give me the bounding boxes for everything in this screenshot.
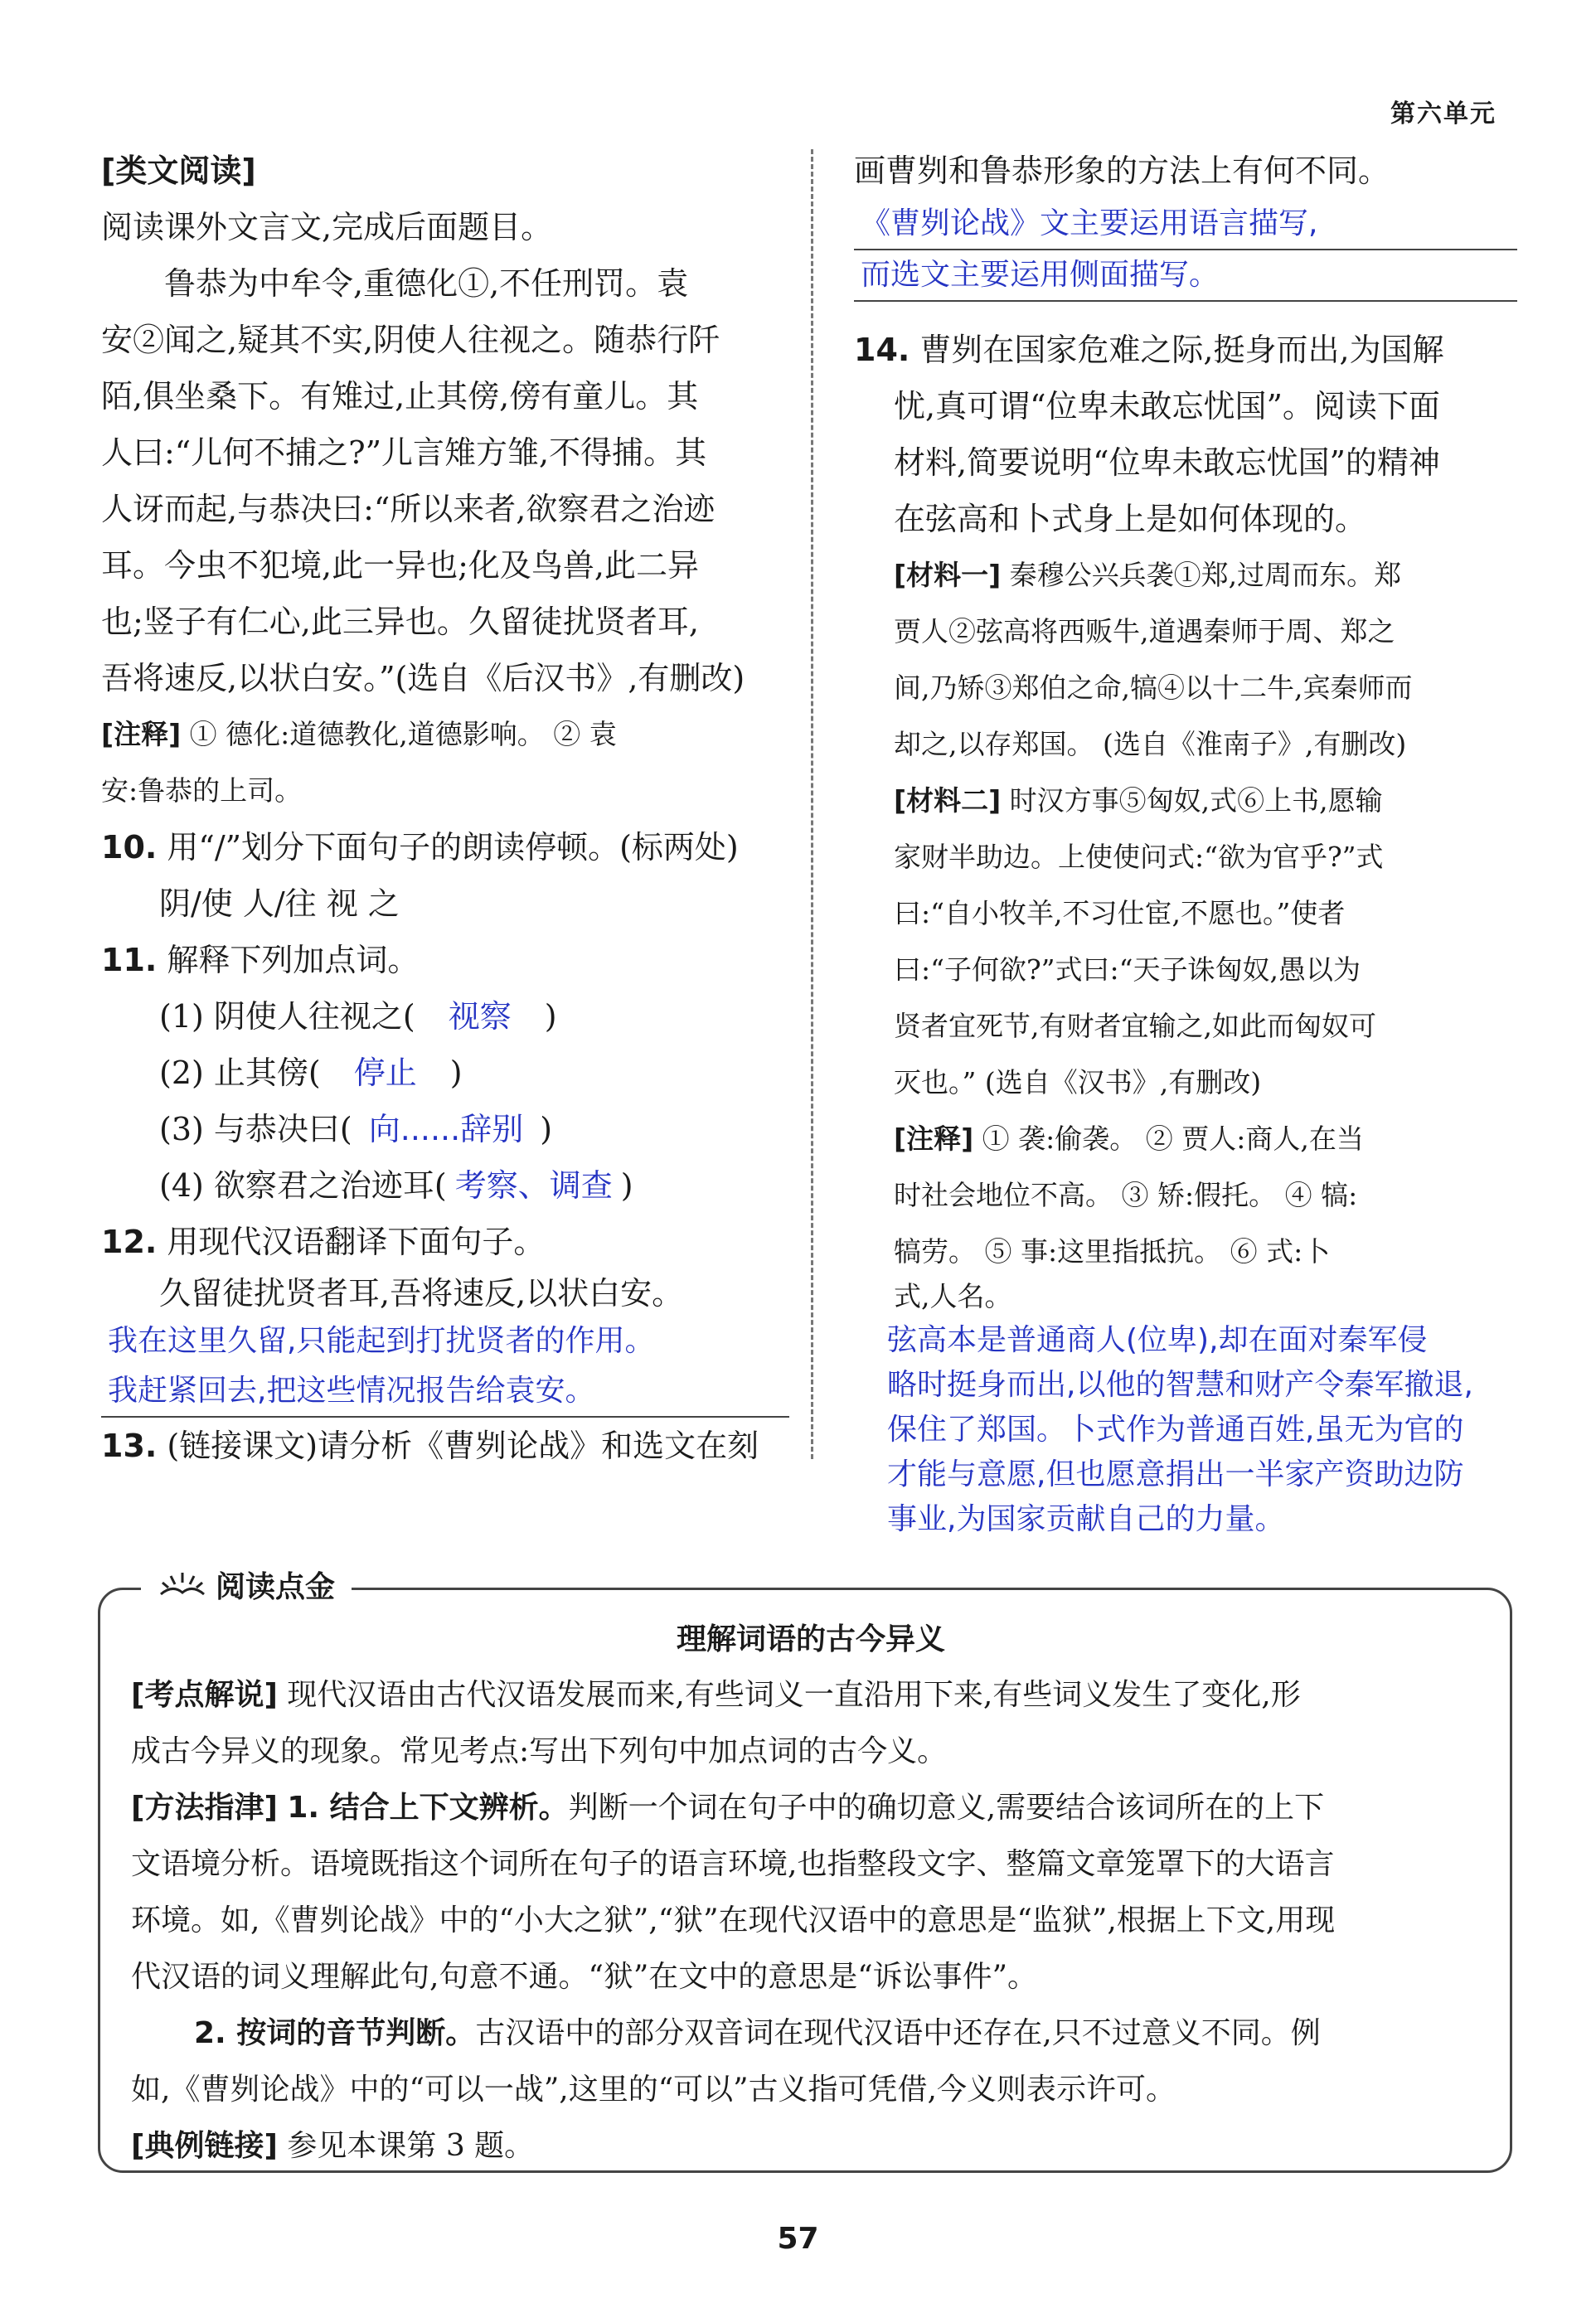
q13-number: 13. (101, 1428, 158, 1464)
q11-answer: 向......辞别 (368, 1111, 524, 1147)
passage-line: 鲁恭为中牟令,重德化①,不任刑罚。袁 (164, 265, 689, 302)
tip-label: [考点解说] (131, 1678, 278, 1712)
column-divider (811, 149, 813, 1459)
note-line: ① 袭:偷袭。 ② 贾人:商人,在当 (982, 1123, 1364, 1155)
material1-label: [材料一] (894, 559, 1002, 591)
q14-line: 曹刿在国家危难之际,挺身而出,为国解 (919, 332, 1444, 368)
passage-line: 人曰:“儿何不捕之?”儿言雉方雏,不得捕。其 (101, 434, 707, 471)
q14-line: 在弦高和卜式身上是如何体现的。 (894, 501, 1367, 537)
q11-answer: 视察 (448, 998, 512, 1035)
note-line: 时社会地位不高。 ③ 矫:假托。 ④ 犒: (894, 1179, 1358, 1211)
passage-line: 人讶而起,与恭决曰:“所以来者,欲察君之治迹 (101, 491, 716, 527)
material2-line: 贤者宜死节,有财者宜输之,如此而匈奴可 (894, 1010, 1376, 1042)
q14-answer-line: 弦高本是普通商人(位卑),却在面对秦军侵 (887, 1323, 1428, 1357)
tip-line: 判断一个词在句子中的确切意义,需要结合该词所在的上下 (568, 1791, 1325, 1825)
material2-line: 时汉方事⑤匈奴,式⑥上书,愿输 (1009, 784, 1383, 817)
note-line: 犒劳。 ⑤ 事:这里指抵抗。 ⑥ 式:卜 (894, 1235, 1331, 1268)
tip-label: [方法指津] (131, 1791, 278, 1825)
tip-line: 古汉语中的部分双音词在现代汉语中还存在,只不过意义不同。例 (475, 2016, 1321, 2050)
q10-text: 用“/”划分下面句子的朗读停顿。(标两处) (167, 829, 739, 866)
material2-line: 家财半助边。上使使问式:“欲为官乎?”式 (894, 841, 1384, 873)
tip-line: 如,《曹刿论战》中的“可以一战”,这里的“可以”古义指可凭借,今义则表示许可。 (131, 2073, 1176, 2107)
note-label: [注释] (894, 1123, 974, 1155)
material1-line: 间,乃矫③郑伯之命,犒④以十二牛,宾秦师而 (894, 672, 1413, 704)
q13-text: (链接课文)请分析《曹刿论战》和选文在刻 (167, 1428, 759, 1464)
q14-answer-line: 事业,为国家贡献自己的力量。 (887, 1502, 1285, 1536)
tip-subhead: 2. 按词的音节判断。 (194, 2016, 476, 2050)
tip-line: 代汉语的词义理解此句,句意不通。“狱”在文中的意思是“诉讼事件”。 (131, 1960, 1038, 1994)
passage-line: 吾将速反,以状白安。”(选自《后汉书》,有删改) (101, 660, 745, 696)
material1-line: 却之,以存郑国。 (选自《淮南子》,有删改) (894, 728, 1407, 760)
q11-number: 11. (101, 942, 158, 978)
box-title: 阅读点金 (141, 1563, 352, 1613)
q14-number: 14. (854, 332, 910, 368)
tip-line: 环境。如,《曹刿论战》中的“小大之狱”,“狱”在现代汉语中的意思是“监狱”,根据上下文,用现 (131, 1903, 1336, 1937)
q12-sentence: 久留徒扰贤者耳,吾将速反,以状白安。 (159, 1275, 684, 1312)
q10-sentence: 阴/使 人/往 视 之 (159, 885, 400, 922)
passage-line: 也;竖子有仁心,此三异也。久留徒扰贤者耳, (101, 604, 699, 640)
q14-answer-line: 保住了郑国。卜式作为普通百姓,虽无为官的 (887, 1413, 1464, 1447)
left-column (101, 143, 789, 1474)
q11-item: (1) 阴使人往视之( 视察 ) (159, 998, 557, 1035)
passage-line: 耳。今虫不犯境,此一异也;化及鸟兽,此二异 (101, 547, 699, 584)
tip-line: 参见本课第 3 题。 (287, 2129, 535, 2163)
q12-answer: 我赶紧回去,把这些情况报告给袁安。 (101, 1366, 789, 1418)
note-line: ① 德化:道德教化,道德影响。 ② 袁 (189, 718, 617, 750)
material1-line: 秦穆公兴兵袭①郑,过周而东。郑 (1009, 559, 1402, 591)
page-number: 57 (777, 2222, 819, 2256)
q14-line: 材料,简要说明“位卑未敢忘忧国”的精神 (894, 444, 1440, 481)
q11-answer: 考察、调查 (454, 1167, 613, 1204)
q11-answer: 停止 (353, 1055, 417, 1091)
note-label: [注释] (101, 718, 182, 750)
section-label: [类文阅读] (101, 153, 256, 189)
material2-line: 曰:“自小牧羊,不习仕宦,不愿也。”使者 (894, 897, 1346, 929)
q10-number: 10. (101, 829, 158, 866)
q11-item: (3) 与恭决曰( 向......辞别 ) (159, 1111, 553, 1147)
q11-item: (2) 止其傍( 停止 ) (159, 1055, 463, 1091)
passage-line: 陌,俱坐桑下。有雉过,止其傍,傍有童儿。其 (101, 378, 699, 415)
right-column (854, 143, 1517, 1313)
passage-line: 安②闻之,疑其不实,阴使人往视之。随恭行阡 (101, 322, 720, 358)
material2-label: [材料二] (894, 784, 1002, 817)
tip-line: 成古今异义的现象。常见考点:写出下列句中加点词的古今义。 (131, 1734, 948, 1768)
q14-line: 忧,真可谓“位卑未敢忘忧国”。阅读下面 (894, 388, 1440, 424)
q11-item: (4) 欲察君之治迹耳( 考察、调查 ) (159, 1167, 633, 1204)
box-content (131, 1604, 1491, 2175)
box-heading: 理解词语的古今异义 (676, 1622, 945, 1656)
material2-line: 灭也。” (选自《汉书》,有删改) (894, 1066, 1262, 1098)
tip-line: 文语境分析。语境既指这个词所在句子的语言环境,也指整段文字、整篇文章笼罩下的大语言 (131, 1847, 1335, 1881)
q12-number: 12. (101, 1224, 158, 1260)
q14-answer-line: 略时挺身而出,以他的智慧和财产令秦军撤退, (887, 1368, 1473, 1402)
q11-text: 解释下列加点词。 (167, 942, 420, 978)
unit-label: 第六单元 (1390, 99, 1497, 128)
tip-label: [典例链接] (131, 2129, 278, 2163)
q13-answer: 《曹刿论战》文主要运用语言描写, (854, 199, 1517, 250)
q12-text: 用现代汉语翻译下面句子。 (167, 1224, 546, 1260)
q13-answer: 而选文主要运用侧面描写。 (854, 250, 1517, 302)
note-line: 式,人名。 (894, 1280, 1012, 1312)
material2-line: 曰:“子何欲?”式曰:“天子诛匈奴,愚以为 (894, 953, 1361, 986)
tip-line: 现代汉语由古代汉语发展而来,有些词义一直沿用下来,有些词义发生了变化,形 (287, 1678, 1301, 1712)
q14-answer-line: 才能与意愿,但也愿意捐出一半家产资助边防 (887, 1457, 1464, 1491)
instruction: 阅读课外文言文,完成后面题目。 (101, 209, 553, 245)
note-line: 安:鲁恭的上司。 (101, 774, 303, 807)
material1-line: 贾人②弦高将西贩牛,道遇秦师于周、郑之 (894, 615, 1395, 647)
tip-subhead: 1. 结合上下文辨析。 (287, 1791, 569, 1825)
q12-answer: 我在这里久留,只能起到打扰贤者的作用。 (108, 1324, 655, 1358)
q13-continued: 画曹刿和鲁恭形象的方法上有何不同。 (854, 153, 1390, 189)
